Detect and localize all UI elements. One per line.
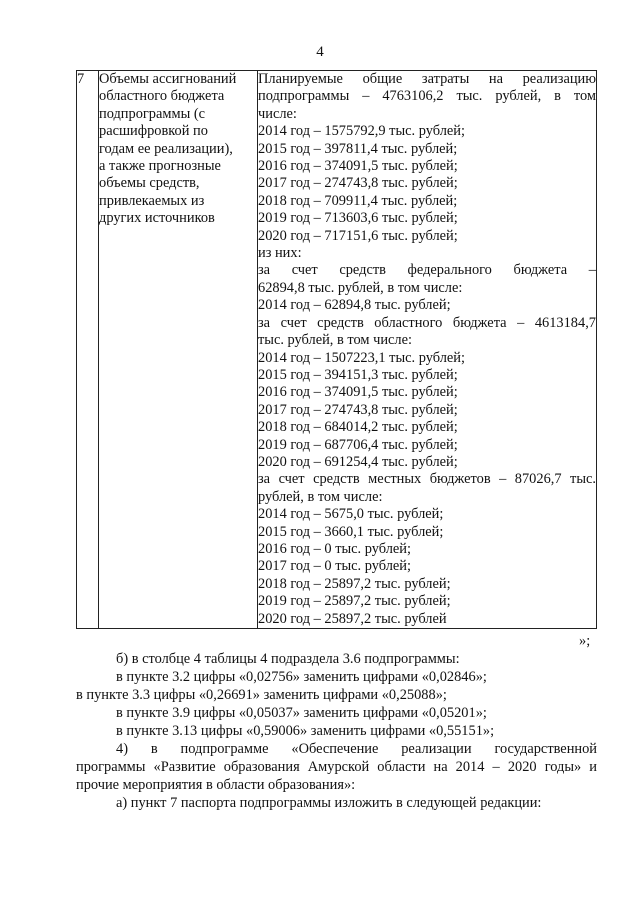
content-line: 2017 год – 0 тыс. рублей; xyxy=(258,558,411,575)
content-line: за счет средств областного бюджета – 4613184,7 xyxy=(258,314,596,331)
content-line: подпрограммы – 4763106,2 тыс. рублей, в том xyxy=(258,88,596,105)
row-number-cell: 7 xyxy=(77,71,99,629)
content-line: 2014 год – 5675,0 тыс. рублей; xyxy=(258,506,444,523)
content-line: 2016 год – 374091,5 тыс. рублей; xyxy=(258,158,458,175)
amendment-item-4: 4) в подпрограмме «Обеспечение реализации государственной xyxy=(116,741,597,757)
content-line: 2015 год – 3660,1 тыс. рублей; xyxy=(258,523,444,540)
content-line: 2015 год – 397811,4 тыс. рублей; xyxy=(258,140,458,157)
row-content-cell xyxy=(258,71,597,629)
amendment-item-b: б) в столбце 4 таблицы 4 подраздела 3.6 подпрограммы: xyxy=(116,651,460,667)
content-line: 2018 год – 684014,2 тыс. рублей; xyxy=(258,419,458,436)
replacement-line: в пункте 3.2 цифры «0,02756» заменить цифрами «0,02846»; xyxy=(116,669,487,685)
label-line: подпрограммы (с xyxy=(99,105,206,122)
content-line: из них: xyxy=(258,245,302,262)
content-line: за счет средств местных бюджетов – 87026,7 тыс. xyxy=(258,471,596,488)
content-line: числе: xyxy=(258,105,297,122)
label-line: объемы средств, xyxy=(99,175,200,192)
content-line: 2019 год – 713603,6 тыс. рублей; xyxy=(258,210,458,227)
content-line: 2018 год – 709911,4 тыс. рублей; xyxy=(258,192,458,209)
content-line: 2015 год – 394151,3 тыс. рублей; xyxy=(258,366,458,383)
label-line: годам ее реализации), xyxy=(99,140,233,157)
row-label-cell xyxy=(99,71,258,629)
amendment-item-4-continued: программы «Развитие образования Амурской области на 2014 – 2020 годы» и xyxy=(76,759,597,775)
content-line: 2019 год – 25897,2 тыс. рублей; xyxy=(258,593,451,610)
content-line: 2016 год – 0 тыс. рублей; xyxy=(258,540,411,557)
page-number: 4 xyxy=(316,44,324,60)
content-line: 62894,8 тыс. рублей, в том числе: xyxy=(258,279,463,296)
content-line: 2017 год – 274743,8 тыс. рублей; xyxy=(258,175,458,192)
label-line: расшифровкой по xyxy=(99,123,208,140)
content-line: 2017 год – 274743,8 тыс. рублей; xyxy=(258,401,458,418)
replacement-line: в пункте 3.13 цифры «0,59006» заменить цифрами «0,55151»; xyxy=(116,723,495,739)
content-line: 2016 год – 374091,5 тыс. рублей; xyxy=(258,384,458,401)
amendments-text xyxy=(76,650,597,812)
amendment-item-a: а) пункт 7 паспорта подпрограммы изложить в следующей редакции: xyxy=(116,795,542,811)
label-line: привлекаемых из xyxy=(99,192,205,209)
label-line: а также прогнозные xyxy=(99,158,221,175)
content-line: 2014 год – 1575792,9 тыс. рублей; xyxy=(258,123,465,140)
content-line: 2020 год – 25897,2 тыс. рублей xyxy=(258,610,447,627)
content-line: 2020 год – 691254,4 тыс. рублей; xyxy=(258,453,458,470)
content-line: 2018 год – 25897,2 тыс. рублей; xyxy=(258,575,451,592)
content-line: Планируемые общие затраты на реализацию xyxy=(258,71,596,87)
replacement-line: в пункте 3.9 цифры «0,05037» заменить цифрами «0,05201»; xyxy=(116,705,487,721)
amendment-item-4-continued: прочие мероприятия в области образования»: xyxy=(76,777,356,793)
replacement-line: в пункте 3.3 цифры «0,26691» заменить цифрами «0,25088»; xyxy=(76,687,447,703)
passport-table xyxy=(76,70,597,629)
label-line: других источников xyxy=(99,210,215,227)
content-line: 2014 год – 1507223,1 тыс. рублей; xyxy=(258,349,465,366)
content-line: рублей, в том числе: xyxy=(258,488,383,505)
label-line: Объемы ассигнований xyxy=(99,71,237,87)
table-row xyxy=(77,71,597,629)
content-line: за счет средств федерального бюджета – xyxy=(258,262,596,279)
content-line: 2019 год – 687706,4 тыс. рублей; xyxy=(258,436,458,453)
closing-quote: »; xyxy=(579,633,591,649)
label-line: областного бюджета xyxy=(99,88,225,105)
content-line: тыс. рублей, в том числе: xyxy=(258,332,412,349)
content-line: 2014 год – 62894,8 тыс. рублей; xyxy=(258,297,451,314)
content-line: 2020 год – 717151,6 тыс. рублей; xyxy=(258,227,458,244)
